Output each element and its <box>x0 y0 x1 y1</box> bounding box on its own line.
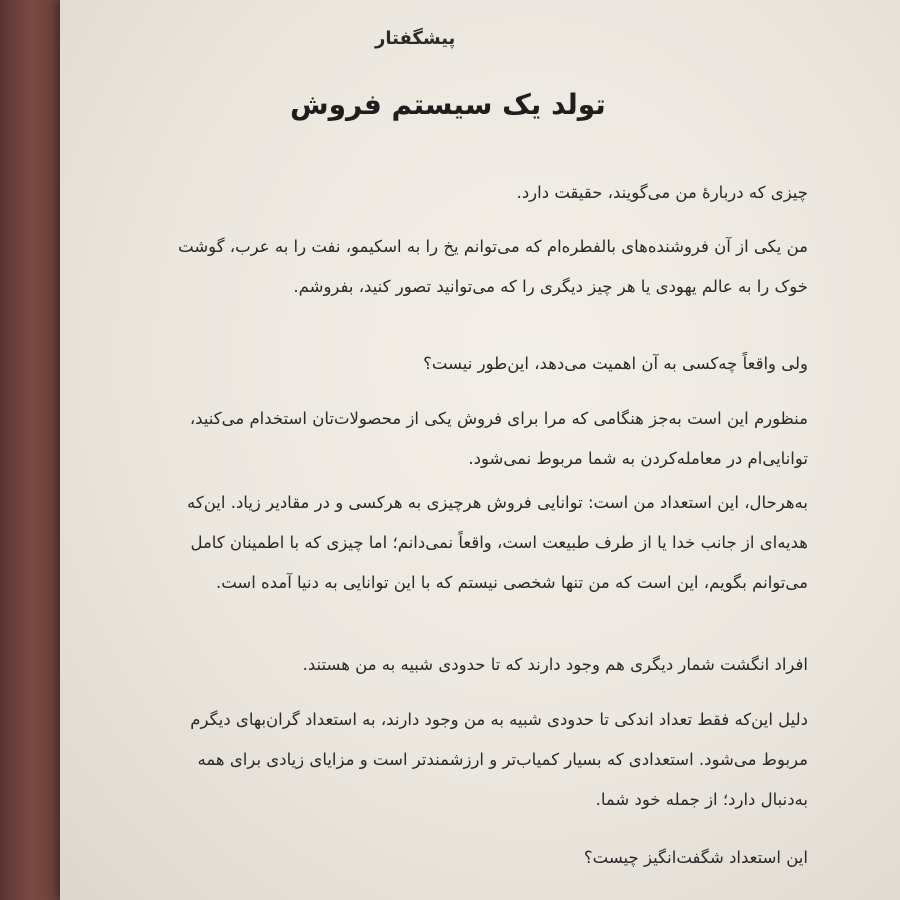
paragraph-7: دلیل این‌که فقط تعداد اندکی تا حدودی شبیه به من وجود دارند، به استعداد گران‌بهای دیگرم مربوط می‌شود. استعدادی که بسیار کمیاب‌تر و ارزشمندتر است و مزایای زیادی برای همه به‌دنبال دارد؛ از جمله خود شما. <box>190 710 808 809</box>
paragraph-2: من یکی از آن فروشنده‌های بالفطره‌ام که می‌توانم یخ را به اسکیمو، نفت را به عرب، گوشت خوک را به عالم یهودی یا هر چیز دیگری را که می‌توانید تصور کنید، بفروشم. <box>178 237 808 296</box>
paragraph-8: این استعداد شگفت‌انگیز چیست؟ <box>583 848 808 867</box>
paragraph-1: چیزی که دربارهٔ من می‌گویند، حقیقت دارد. <box>516 183 808 202</box>
chapter-title: تولد یک سیستم فروش <box>290 88 606 121</box>
chapter-label: پیشگفتار <box>375 28 456 49</box>
paragraph-4: منظورم این است به‌جز هنگامی که مرا برای فروش یکی از محصولات‌تان استخدام می‌کنید، توانایی‌ام در معامله‌کردن به شما مربوط نمی‌شود. <box>189 409 808 468</box>
paragraph-3: ولی واقعاً چه‌کسی به آن اهمیت می‌دهد، این‌طور نیست؟ <box>423 354 808 373</box>
paragraph-6: افراد انگشت شمار دیگری هم وجود دارند که تا حدودی شبیه به من هستند. <box>302 655 808 674</box>
paragraph-5: به‌هرحال، این استعداد من است: توانایی فروش هرچیزی به هرکسی و در مقادیر زیاد. این‌که هدیه‌ای از جانب خدا یا از طرف طبیعت است، واقعاً نمی‌دانم؛ اما چیزی که با اطمینان کامل می‌توانم بگویم، این است که من تنها شخصی نیستم که با این توانایی به دنیا آمده است. <box>187 493 808 592</box>
